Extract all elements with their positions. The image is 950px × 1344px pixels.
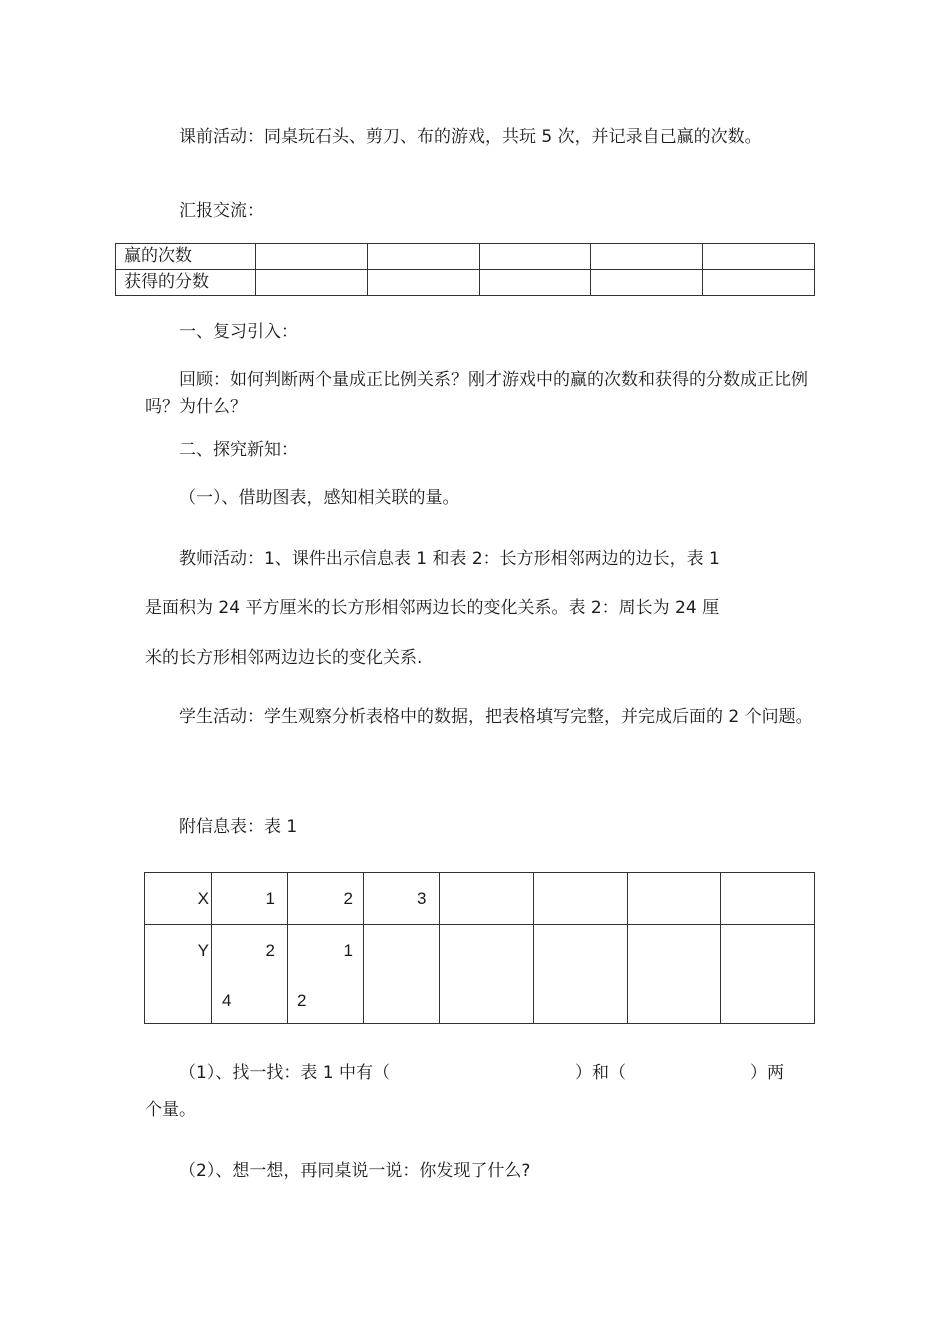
- teacher-activity-line1: 教师活动：1、课件出示信息表 1 和表 2：长方形相邻两边的边长，表 1: [179, 549, 720, 569]
- q1-tail: 个量。: [145, 1100, 196, 1120]
- x-value-1: 1: [265, 889, 275, 908]
- score-table: [115, 243, 815, 296]
- table-cell[interactable]: [721, 873, 815, 925]
- table-cell[interactable]: [703, 270, 815, 296]
- q1-prefix: （1）、找一找：表 1 中有（: [179, 1063, 390, 1083]
- table-row: [145, 925, 815, 1024]
- table-cell[interactable]: [627, 873, 721, 925]
- table-cell[interactable]: [479, 270, 591, 296]
- row-label-score: 获得的分数: [116, 270, 256, 296]
- table-row: [116, 244, 815, 270]
- table-cell[interactable]: [367, 244, 479, 270]
- y-value-2-bottom: 2: [297, 991, 307, 1010]
- q1-suffix: ）两: [750, 1063, 784, 1083]
- info-table-1: [144, 872, 815, 1024]
- x-label: X: [197, 889, 209, 908]
- table-cell[interactable]: [440, 873, 534, 925]
- section2-heading: 二、探究新知：: [179, 440, 298, 460]
- table-cell[interactable]: [533, 925, 627, 1024]
- table-row: [116, 270, 815, 296]
- table-cell[interactable]: [703, 244, 815, 270]
- teacher-activity-line2: 是面积为 24 平方厘米的长方形相邻两边长的变化关系。表 2：周长为 24 厘: [145, 598, 720, 618]
- table-cell[interactable]: [479, 244, 591, 270]
- table-cell: [288, 873, 364, 925]
- y-label: Y: [197, 941, 209, 960]
- section1-heading: 一、复习引入：: [179, 322, 298, 342]
- y-label-cell: [145, 925, 212, 1024]
- table-cell[interactable]: [591, 270, 703, 296]
- table-cell: [288, 925, 364, 1024]
- table-cell[interactable]: [256, 270, 368, 296]
- table-cell[interactable]: [364, 925, 440, 1024]
- table-cell[interactable]: [440, 925, 534, 1024]
- student-activity-text: 学生活动：学生观察分析表格中的数据，把表格填写完整，并完成后面的 2 个问题。: [179, 707, 813, 727]
- q1-mid: ）和（: [575, 1063, 626, 1083]
- table-cell: [212, 925, 288, 1024]
- sub1-heading: （一）、借助图表，感知相关联的量。: [179, 488, 460, 508]
- table-cell[interactable]: [256, 244, 368, 270]
- x-value-3: 3: [417, 889, 427, 908]
- x-value-2: 2: [343, 889, 353, 908]
- table-cell[interactable]: [533, 873, 627, 925]
- y-value-2-top: 1: [343, 941, 353, 960]
- teacher-activity-line3: 米的长方形相邻两边边长的变化关系.: [145, 648, 423, 668]
- table-cell: [212, 873, 288, 925]
- table-cell[interactable]: [367, 270, 479, 296]
- row-label-wins: 赢的次数: [116, 244, 256, 270]
- y-value-1-top: 2: [265, 941, 275, 960]
- table-cell[interactable]: [721, 925, 815, 1024]
- pre-activity-text: 课前活动：同桌玩石头、剪刀、布的游戏，共玩 5 次，并记录自己赢的次数。: [179, 127, 762, 147]
- attach-heading: 附信息表：表 1: [179, 817, 298, 837]
- table-cell[interactable]: [591, 244, 703, 270]
- question-2-text: （2）、想一想，再同桌说一说：你发现了什么?: [179, 1161, 531, 1181]
- y-value-1-bottom: 4: [222, 991, 232, 1010]
- x-label-cell: [145, 873, 212, 925]
- question-1-line: [179, 1060, 819, 1087]
- table-cell[interactable]: [627, 925, 721, 1024]
- report-heading: 汇报交流：: [179, 201, 264, 221]
- review-text: 回顾：如何判断两个量成正比例关系？刚才游戏中的赢的次数和获得的分数成正比例吗？为什么？: [145, 370, 808, 417]
- table-row: [145, 873, 815, 925]
- table-cell: [364, 873, 440, 925]
